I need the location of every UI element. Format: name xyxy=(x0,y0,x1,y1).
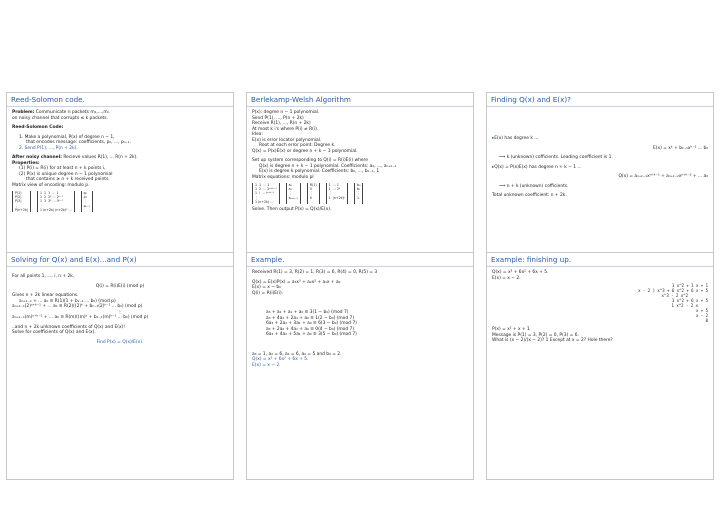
line: Q(i) = R(i)E(i). xyxy=(252,290,284,296)
line: Set up system corresponding to Q(i) = R(i)E(i) where xyxy=(252,158,368,163)
label-rs-code: Reed-Solomon Code: xyxy=(12,125,64,130)
solution: a₃ = 1, a₂ = 6, a₁ = 6, a₀ = 5 and b₀ = 2. xyxy=(252,351,342,357)
bullet: ▸ Q(x) = P(x)E(x) has degree n + k − 1 ... xyxy=(492,165,708,171)
slide-body xyxy=(7,267,233,348)
line: P(x): degree n − 1 polynomial. xyxy=(252,110,320,115)
label-properties: Properties: xyxy=(12,160,40,166)
q-result: Q(x) = x³ + 6x² + 6x + 5. xyxy=(252,357,309,362)
implication: ⟹ k (unknown) cofficients. Leading coefficient is 1. xyxy=(499,155,613,160)
p-result: P(x) = x² + x + 1 xyxy=(492,327,530,332)
matrix-b: b₀ b₁ ⋮ 1 xyxy=(354,183,363,204)
slide-title: Example: finishing up. xyxy=(487,253,713,267)
line: Idea: xyxy=(252,132,263,137)
long-division xyxy=(492,283,708,323)
ellipsis: ⋮ xyxy=(117,309,123,315)
line: E(x) is degree k polynomial. Coefficients: b₀, ..., bₖ₋₁, 1 xyxy=(259,169,380,174)
line: Root at each error point. Degree k. xyxy=(259,143,336,148)
slide-title: Reed-Solomon code. xyxy=(7,93,233,107)
matrix-caption: Matrix view of encoding: modulo p. xyxy=(12,182,90,188)
matrix-e: 1 ⋯ 1 1 ⋯ 2ᵏ ⋮ 1 (n+2k)ᵏ xyxy=(326,183,348,204)
equation: 6a₃ + 2a₂ + 3a₁ + a₀ ≡ 6(3 − b₀) (mod 7) xyxy=(266,321,357,326)
line: E(x) is error locator polynomial. xyxy=(252,137,322,143)
line: ..and n + 2k unknown coefficients of Q(x) and E(x)! xyxy=(12,324,126,330)
equation: a₃ + 2a₂ + 4a₁ + a₀ ≡ 0(4 − b₀) (mod 7) xyxy=(266,326,355,332)
equation: a₃ + a₂ + a₁ + a₀ ≡ 3(1 − b₀) (mod 7) xyxy=(266,310,349,315)
line: At most k i's where P(i) ≠ R(i). xyxy=(252,126,319,132)
equation: a₃ + 4a₂ + 2a₁ + a₀ ≡ 1(2 − b₀) (mod 7) xyxy=(266,315,355,321)
line: Solve for coefficients of Q(x) and E(x). xyxy=(12,330,96,335)
property-2-cont: that contains ≥ n + k received points. xyxy=(26,177,110,182)
quotient: 1 x^2 + 1 x + 1 xyxy=(671,283,708,288)
matrix-vector: P(1) P(2) P(3) ⋮ P(n+2k) xyxy=(12,191,31,212)
slide-body xyxy=(247,267,473,371)
step-2: 2. Send P(1), ..., P(n + 2k). xyxy=(19,145,78,151)
equation: aₙ₊ₖ₋₁(m)ⁿ⁺ᵏ⁻¹ + ... a₀ ≡ R(m)((m)ᵏ + bₖ₋₁(m)ᵏ⁻¹ ... b₀) (mod p) xyxy=(12,315,149,320)
slide-body xyxy=(487,267,713,347)
equation: aₙ₊ₖ₋₁(2)ⁿ⁺ᵏ⁻¹ + ... a₀ ≡ R(2)((2)ᵏ + bₖ₋₁(2)ᵏ⁻¹ ... b₀) (mod p) xyxy=(12,304,143,309)
equation: aₙ₊ₖ₋₁ + ... a₀ ≡ R(1)(1 + bₖ₋₁ ... b₀) (mod p) xyxy=(19,298,116,304)
line: Gives n + 2k linear equations. xyxy=(12,293,79,298)
label-after-channel: After noisy channel: xyxy=(12,155,62,160)
label-problem: Problem: xyxy=(12,110,35,115)
bullet: ▸ E(x) has degree k ... xyxy=(492,136,708,142)
line: Received R(1) = 3, R(2) = 1, R(3) = 6, R(4) = 0, R(5) = 3 xyxy=(252,270,378,275)
slide-title: Solving for Q(x) and E(x)...and P(x) xyxy=(7,253,233,267)
matrix-a: a₀ a₁ ⋮ aₙ₊ₖ₋₁ xyxy=(286,183,301,204)
step-1-cont: that encodes message: coefficients, p₀, ..., pₙ₋₁. xyxy=(26,140,131,145)
slide-title: Finding Q(x) and E(x)? xyxy=(487,93,713,107)
matrix-vandermonde: 1 1 1 ⋯ 1 1 2 2² ⋯ 2ⁿ⁻¹ 1 3 3² ⋯ 3ⁿ⁻¹ ⋮ 1 (n+2k) (n+2k)² ⋯ xyxy=(37,191,75,212)
implication: ⟹ n + k (unknown) cofficients. xyxy=(499,183,569,189)
slide-solving xyxy=(6,252,234,480)
line: Recieve values R(1), ... R(n + 2k). xyxy=(61,155,138,160)
property-1: (1) P(i) = R(i) for at least n + k points i, xyxy=(19,166,106,171)
line: E(x) = x − b₀ xyxy=(252,285,281,290)
slide-title: Berlekamp-Welsh Algorithm xyxy=(247,93,473,107)
question-line: What is (x − 2)/(x − 2)? 1 Except at x = 2? Hole there? xyxy=(492,338,613,343)
division-step: x - 2 xyxy=(695,313,708,318)
slide-finishing xyxy=(486,252,714,480)
slide-body xyxy=(487,107,713,202)
slide-title: Example. xyxy=(247,253,473,267)
slide-body xyxy=(247,107,473,216)
division-step: 1 x^2 + 6 x + 5 xyxy=(671,298,708,303)
slide-example xyxy=(246,252,474,480)
equation: Q(x) = aₙ₊ₖ₋₁xⁿ⁺ᵏ⁻¹ + aₙ₊ₖ₋₂xⁿ⁺ᵏ⁻² + ... a₀ xyxy=(618,174,708,179)
matrix-coeffs: p₀ p₁ ⋮ pₙ₋₁ xyxy=(81,191,93,212)
line: Communicate n packets m₁,...,mₙ xyxy=(34,110,110,115)
e-result: E(x) = x − 2. xyxy=(252,362,281,368)
line: Q(x) = E(x)P(x) = a₃x³ + a₂x² + a₁x + a₀ xyxy=(252,279,341,285)
line: Q(x) = P(x)E(x) or degree n + k − 1 polynomial. xyxy=(252,148,358,154)
property-2: (2) P(x) is unique degree n − 1 polynomial xyxy=(19,171,113,177)
bw-matrix xyxy=(252,183,468,204)
message-line: Message is P(1) = 3, P(2) = 0, P(3) = 6. xyxy=(492,332,579,338)
line: Q(x) = x³ + 6x² + 6x + 5. xyxy=(492,270,549,275)
matrix-q: 1 1 ⋯ 1 1 2 ⋯ 2ⁿ⁺ᵏ⁻¹ 1 i ⋯ iⁿ⁺ᵏ⁻¹ ⋮ 1 (n+2k) ⋯ xyxy=(252,183,280,204)
line: Receive R(1), ..., R(n + 2k) xyxy=(252,121,311,126)
dividend: x - 2 ) x^3 + 6 x^2 + 6 x + 5 xyxy=(638,288,708,293)
division-step: 1 x^2 - 2 x xyxy=(671,303,698,308)
encoding-matrix xyxy=(12,191,228,212)
step-1: 1. Make a polynomial, P(x) of degree n − 1, xyxy=(19,134,115,140)
equation: E(x) = xᵏ + bₖ₋₁xᵏ⁻¹ ... b₀ xyxy=(652,145,708,151)
line: Q(x) is degree n + k − 1 polynomial. Coefficients: a₀, ..., aₙ₊ₖ₋₁ xyxy=(259,163,397,169)
line: Send P(1), ..., P(n + 2k) xyxy=(252,115,304,121)
line: For all points 1, ..., i, n + 2k, xyxy=(12,274,75,279)
matrix-r: R(1) 0 ⋮ 0 xyxy=(307,183,320,204)
equation: 6a₃ + 4a₂ + 5a₁ + a₀ ≡ 3(5 − b₀) (mod 7) xyxy=(266,332,357,337)
result-line: Find P(x) = Q(x)/E(x). xyxy=(96,339,144,345)
total-line: Total unknown coefficient: n + 2k. xyxy=(492,193,567,198)
slide-body xyxy=(7,107,233,215)
line: Solve. Then output P(x) = Q(x)/E(x). xyxy=(252,207,332,213)
division-step: x + 5 xyxy=(695,308,708,313)
line: on noisy channel that corrupts ≤ k packets. xyxy=(12,115,108,121)
division-step: x^3 - 2 x^2 xyxy=(661,293,688,298)
line: E(x) = x − 2. xyxy=(492,275,521,281)
line: Matrix equations: modulo pl xyxy=(252,174,314,180)
equation: Q(i) = R(i)E(i) (mod p) xyxy=(95,283,145,289)
remainder: 0 xyxy=(705,318,708,323)
